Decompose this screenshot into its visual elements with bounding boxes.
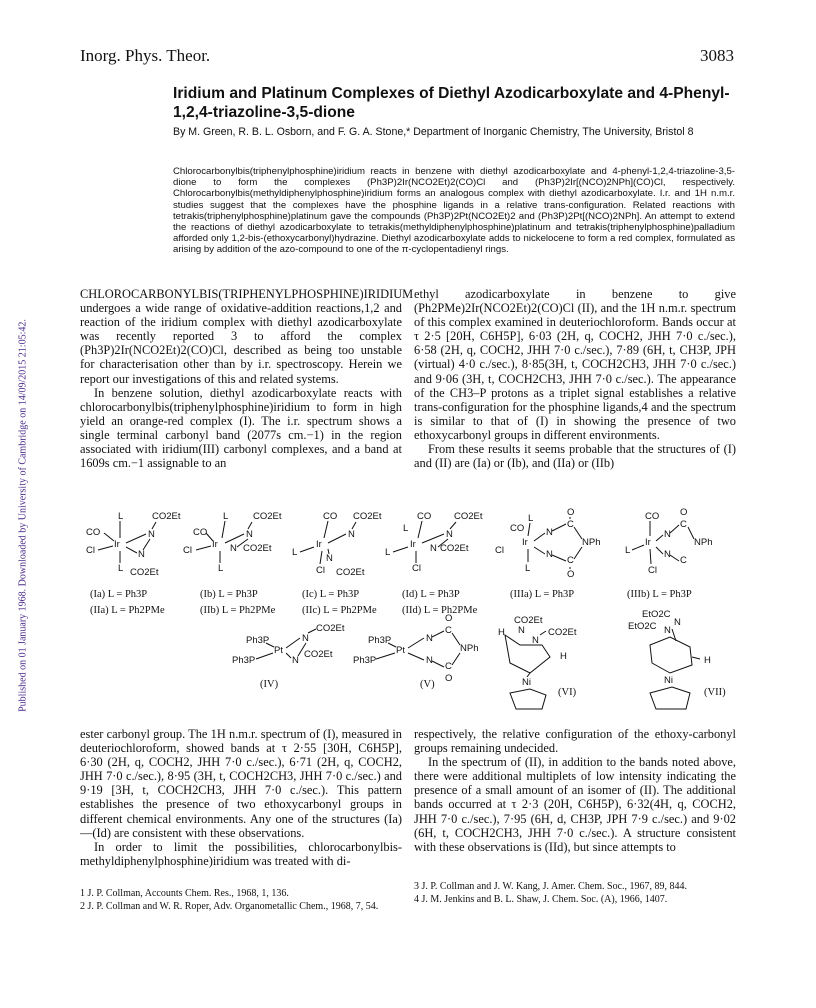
body-column-1-top: [80, 287, 414, 471]
atom-label: C: [567, 555, 574, 566]
atom-label: C: [445, 625, 452, 636]
atom-label: Ni: [664, 675, 673, 686]
structure-figure: [80, 505, 740, 715]
atom-label: O: [445, 613, 453, 624]
atom-label: CO2Et: [514, 615, 543, 626]
atom-label: H: [498, 627, 505, 638]
atom-label: NPh: [694, 537, 713, 548]
atom-label: N: [246, 529, 253, 540]
atom-label: L: [528, 513, 534, 524]
body-column-2-top: [414, 287, 736, 470]
atom-label: CO: [645, 511, 660, 522]
atom-label: L: [403, 523, 409, 534]
atom-label: CO2Et: [548, 627, 577, 638]
atom-label: CO2Et: [336, 567, 365, 578]
atom-label: Pt: [396, 645, 405, 656]
structure-vii: [628, 609, 726, 709]
download-watermark: [3, 170, 29, 870]
paragraph: In the spectrum of (II), in addition to the bands noted above, there were additional multiplets of low intensity indicating the presence of a small amount of an isomer of (II). The additional bands occurred at τ 2·3 (20H, C6H5P), 6·32(4H, q, COCH2, JHH 7·0 c./sec.), 7·95 (6H, d, CH3P, JPH 7·9 c./sec.) and 9·02 (6H, t, COCH2CH3, JHH 7·0 c./sec.). A structure consistent with these observations is (IId), but since attempts to: [414, 755, 736, 854]
atom-label: CO: [417, 511, 432, 522]
atom-label: NPh: [460, 643, 479, 654]
atom-label: N: [546, 549, 553, 560]
atom-label: O: [680, 507, 688, 518]
atom-label: L: [625, 545, 631, 556]
atom-label: N: [430, 543, 437, 554]
atom-label: L: [118, 563, 124, 574]
atom-label: Ir: [645, 537, 651, 548]
atom-label: N: [292, 655, 299, 666]
structure-label: (V): [420, 679, 435, 690]
atom-label: Cl: [412, 563, 421, 574]
atom-label: L: [292, 547, 298, 558]
atom-label: Ph3P: [353, 655, 377, 666]
atom-label: N: [138, 549, 145, 560]
structure-id: [385, 511, 483, 574]
atom-label: N: [348, 529, 355, 540]
footnotes-left: [80, 888, 402, 913]
atom-label: CO: [86, 527, 101, 538]
atom-label: N: [664, 549, 671, 560]
atom-label: N: [532, 635, 539, 646]
atom-label: H: [704, 655, 711, 666]
atom-label: Ir: [212, 539, 218, 550]
atom-label: CO: [510, 523, 525, 534]
atom-label: CO2Et: [440, 543, 469, 554]
author-line: By M. Green, R. B. L. Osborn, and F. G. A. Stone,* Department of Inorganic Chemistry, The University, Bristol 8: [173, 126, 694, 138]
atom-label: CO2Et: [353, 511, 382, 522]
atom-label: Ni: [522, 677, 531, 688]
atom-label: L: [385, 547, 391, 558]
atom-label: Pt: [274, 645, 283, 656]
structure-iiia: [495, 507, 600, 580]
structure-v: [353, 613, 478, 690]
paragraph: From these results it seems probable that the structures of (I) and (II) are (Ia) or (Ib), and (IIa) or (IIb): [414, 442, 736, 471]
footnote: 3 J. P. Collman and J. W. Kang, J. Amer. Chem. Soc., 1967, 89, 844.: [414, 881, 688, 892]
atom-label: CO2Et: [316, 623, 345, 634]
paragraph: In order to limit the possibilities, chlorocarbonylbis-methyldiphenylphosphine)iridium was treated with di-: [80, 839, 402, 868]
structure-label: (IV): [260, 679, 279, 690]
structure-label: (Ic) L = Ph3P: [302, 589, 360, 600]
atom-label: Ir: [114, 539, 120, 550]
structure-label: (Ib) L = Ph3P: [200, 589, 258, 600]
footnote: 4 J. M. Jenkins and B. L. Shaw, J. Chem. Soc. (A), 1966, 1407.: [414, 893, 668, 905]
atom-label: Ir: [316, 539, 322, 550]
structure-label: (IIc) L = Ph2PMe: [302, 605, 377, 616]
atom-label: O: [567, 569, 575, 580]
atom-label: EtO2C: [642, 609, 671, 620]
atom-label: N: [426, 633, 433, 644]
page-number: 3083: [700, 46, 734, 65]
atom-label: CO2Et: [454, 511, 483, 522]
structure-iv: [232, 623, 345, 690]
structure-label: (IIIa) L = Ph3P: [510, 589, 575, 600]
structure-iiib: [625, 507, 712, 576]
structure-label: (IId) L = Ph2PMe: [402, 605, 478, 616]
paragraph: ethyl azodicarboxylate in benzene to give (Ph2PMe)2Ir(NCO2Et)2(CO)Cl (II), and the 1H n.m.r. spectrum of this complex examined in deuteriochloroform. Bands occur at τ 2·5 [20H, C6H5P], 6·03 (2H, q, COCH2, JHH 7·0 c./sec.), 6·58 (2H, q, COCH2, JHH 7·0 c./sec.), 7·89 (6H, t, CH3P, JPH (virtual) 4·0 c./sec.), 8·85(3H, t, COCH2CH3, JHH 7·0 c./sec.) and 9·06 (3H, t, COCH2CH3, JHH 7·0 c./sec.). The appearance of the CH3–P protons as a triplet signal establishes a relative trans-configuration for the phosphine ligands,4 and the spectrum is similar to that of (I) in showing the presence of two ethoxycarbonyl groups in different environments.: [414, 287, 736, 442]
atom-label: CO: [193, 527, 208, 538]
structure-label: (VII): [704, 687, 726, 698]
atom-label: Ir: [522, 537, 528, 548]
atom-label: L: [223, 511, 229, 522]
atom-label: N: [664, 529, 671, 540]
atom-label: L: [525, 563, 531, 574]
atom-label: O: [445, 673, 453, 684]
atom-label: N: [664, 625, 671, 636]
footnote: 1 J. P. Collman, Accounts Chem. Res., 1968, 1, 136.: [80, 888, 289, 899]
atom-label: Ph3P: [368, 635, 392, 646]
structure-label: (Id) L = Ph3P: [402, 589, 460, 600]
atom-label: N: [302, 633, 309, 644]
structure-ib: [183, 511, 282, 574]
atom-label: EtO2C: [628, 621, 657, 632]
structure-vi: [498, 615, 577, 709]
structure-label: (Ia) L = Ph3P: [90, 589, 148, 600]
atom-label: Cl: [86, 545, 95, 556]
atom-label: Cl: [183, 545, 192, 556]
atom-label: L: [118, 511, 124, 522]
atom-label: Ph3P: [232, 655, 256, 666]
paragraph: CHLOROCARBONYLBIS(TRIPHENYLPHOSPHINE)IRIDIUM undergoes a wide range of oxidative-addition reactions,1,2 and reaction of the iridium complex with diethyl azodicarboxylate was recently reported 3 to afford the complex (Ph3P)2Ir(NCO2Et)2(CO)Cl, described as being too unstable for characterisation other than by i.r. spectroscopy. Herein we report our investigations of this and related systems.: [80, 287, 414, 386]
structure-label: (VI): [558, 687, 577, 698]
atom-label: Ir: [410, 539, 416, 550]
article-title: Iridium and Platinum Complexes of Diethyl Azodicarboxylate and 4-Phenyl-1,2,4-triazoline-3,5-dione: [173, 85, 730, 121]
atom-label: N: [446, 529, 453, 540]
structures-svg: [80, 505, 740, 715]
atom-label: C: [680, 555, 687, 566]
atom-label: O: [567, 507, 575, 518]
structure-label: (IIa) L = Ph2PMe: [90, 605, 165, 616]
footnote: 2 J. P. Collman and W. R. Roper, Adv. Organometallic Chem., 1968, 7, 54.: [80, 900, 379, 912]
structure-label: (IIIb) L = Ph3P: [627, 589, 692, 600]
atom-label: N: [426, 655, 433, 666]
paragraph: In benzene solution, diethyl azodicarboxylate reacts with chlorocarbonylbis(triphenylphosphine)iridium to form in high yield an orange-red complex (I). The i.r. spectrum shows a single terminal carbonyl band (2077s cm.−1) in the region associated with iridium(III) carbonyl complexes, and a band at 1609s cm.−1 assignable to an: [80, 385, 402, 471]
atom-label: Ph3P: [246, 635, 270, 646]
atom-label: N: [230, 543, 237, 554]
atom-label: CO2Et: [253, 511, 282, 522]
atom-label: N: [326, 553, 333, 564]
atom-label: N: [518, 625, 525, 636]
atom-label: CO2Et: [130, 567, 159, 578]
structure-ic: [292, 511, 382, 578]
atom-label: NPh: [582, 537, 601, 548]
body-column-2-bottom: [414, 727, 736, 854]
atom-label: C: [445, 661, 452, 672]
atom-label: Cl: [316, 565, 325, 576]
paragraph: ester carbonyl group. The 1H n.m.r. spectrum of (I), measured in deuteriochloroform, showed bands at τ 2·55 [30H, C6H5P], 6·30 (2H, q, COCH2, JHH 7·0 c./sec.), 6·71 (2H, q, COCH2, JHH 7·0 c./sec.), 8·95 (3H, t, COCH2CH3, JHH 7·0 c./sec.) and 9·19 [3H, t, COCH2CH3, JHH 7·0 c./sec.). This pattern establishes the presence of two ethoxycarbonyl groups in different chemical environments. Any one of the structures (Ia)—(Id) are consistent with these observations.: [80, 727, 402, 840]
atom-label: L: [218, 563, 224, 574]
watermark-text: Published on 01 January 1968. Downloaded by University of Cambridge on 14/09/2015 21:05:42.: [17, 319, 29, 712]
paragraph: respectively, the relative configuration of the ethoxy-carbonyl groups remaining undecided.: [414, 727, 736, 756]
abstract: Chlorocarbonylbis(triphenylphosphine)iridium reacts in benzene with diethyl azodicarboxylate and 4-phenyl-1,2,4-triazoline-3,5-dione to form the complexes (Ph3P)2Ir(NCO2Et)2(CO)Cl and (Ph3P)2Ir[(NCO)2NPh](CO)Cl, respectively. Chlorocarbonylbis(methyldiphenylphosphine)iridium forms an analogous complex with diethyl azodicarboxylate. I.r. and 1H n.m.r. studies suggest that the complexes have the phosphine ligands in a relative trans-configuration. Related reactions with tetrakis(triphenylphosphine)platinum gave the compounds (Ph3P)2Pt(NCO2Et)2 and (Ph3P)2Pt[(NCO)2NPh]. An attempt to extend the reactions of diethyl azodicarboxylate to tetrakis(methyldiphenylphosphine)platinum and tetrakis(triphenylphosphine)palladium afforded only 1,2-bis-(ethoxycarbonyl)hydrazine. Diethyl azodicarboxylate adds to nickelocene to form a red complex, formulated as arising by addition of the azo-compound to one of the π-cyclopentadienyl rings.: [173, 166, 735, 256]
atom-label: CO2Et: [304, 649, 333, 660]
atom-label: CO2Et: [243, 543, 272, 554]
atom-label: C: [680, 519, 687, 530]
atom-label: C: [567, 519, 574, 530]
atom-label: H: [560, 651, 567, 662]
atom-label: Cl: [495, 545, 504, 556]
footnotes-right: [414, 881, 736, 906]
atom-label: CO2Et: [152, 511, 181, 522]
structure-label: (IIb) L = Ph2PMe: [200, 605, 276, 616]
atom-label: N: [148, 529, 155, 540]
atom-label: Cl: [648, 565, 657, 576]
structure-ia: [86, 511, 181, 578]
journal-header: Inorg. Phys. Theor.: [80, 46, 211, 65]
atom-label: CO: [323, 511, 338, 522]
body-column-1-bottom: [80, 727, 402, 868]
atom-label: N: [546, 527, 553, 538]
atom-label: N: [674, 617, 681, 628]
